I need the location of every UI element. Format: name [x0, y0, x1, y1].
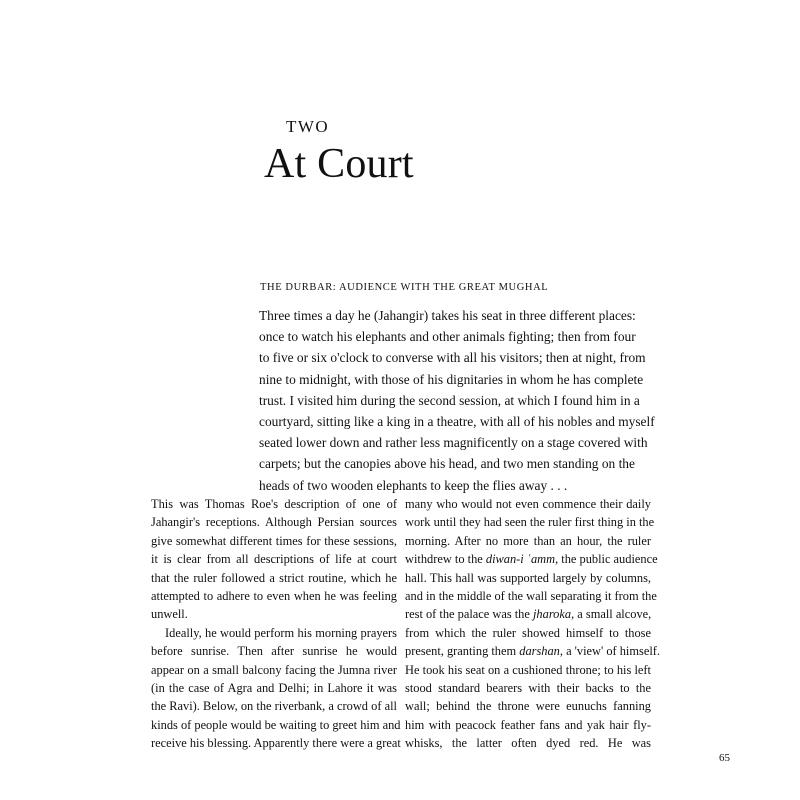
italic-term: jharoka [532, 607, 572, 622]
body-line: from which the ruler showed himself to those [405, 625, 651, 640]
body-line [405, 642, 660, 660]
body-text: present, granting them [405, 644, 520, 659]
epigraph-line: seated lower down and rather less magnificently on a stage covered with [259, 435, 648, 451]
body-column-right [405, 495, 660, 752]
body-line: unwell. [151, 607, 188, 622]
body-line: work until they had seen the ruler first thing in the [405, 515, 655, 530]
epigraph-line: carpets; but the canopies above his head, and two men standing on the [259, 456, 635, 472]
italic-term: darshan [519, 644, 560, 659]
section-heading: THE DURBAR: AUDIENCE WITH THE GREAT MUGHAL [260, 282, 549, 293]
chapter-title: At Court [264, 141, 414, 187]
epigraph-line: courtyard, sitting like a king in a theatre, with all of his nobles and myself [259, 413, 655, 429]
italic-term: diwan-i ʿamm [485, 552, 556, 567]
epigraph-line: nine to midnight, with those of his dignitaries in whom he has complete [259, 371, 644, 387]
body-line: him with peacock feather fans and yak hair fly- [405, 717, 651, 732]
body-line: This was Thomas Roe's description of one of [151, 497, 397, 511]
epigraph-line: heads of two wooden elephants to keep the flies away . . . [259, 477, 568, 493]
body-line: and in the middle of the wall separating it from the [405, 588, 657, 603]
body-text: , the public audience [555, 552, 658, 567]
body-line: the Ravi). Below, on the riverbank, a crowd of all [151, 699, 397, 714]
epigraph-quote [259, 305, 659, 496]
body-line: receive his blessing. Apparently there were a great [151, 736, 401, 751]
body-line: wall; behind the throne were eunuchs fanning [405, 699, 651, 714]
body-line: whisks, the latter often dyed red. He was [405, 736, 651, 751]
body-line: (in the case of Agra and Delhi; in Lahore it was [151, 680, 397, 695]
body-line: He took his seat on a cushioned throne; to his left [405, 662, 651, 677]
body-column-left [151, 495, 401, 752]
epigraph-line: to five or six o'clock to converse with all his visitors; then at night, from [259, 350, 646, 366]
body-line: before sunrise. Then after sunrise he would [151, 644, 397, 659]
chapter-number: TWO [286, 117, 330, 136]
epigraph-line: Three times a day he (Jahangir) takes his seat in three different places: [259, 308, 636, 323]
body-line: it is clear from all descriptions of life at court [151, 552, 397, 567]
body-line: give somewhat different times for these sessions, [151, 533, 397, 548]
body-line: kinds of people would be waiting to greet him and [151, 717, 401, 732]
body-line [405, 550, 658, 568]
page-number: 65 [719, 752, 730, 764]
body-text: , a small alcove, [571, 607, 652, 622]
body-line: stood standard bearers with their backs to the [405, 680, 651, 695]
body-line: Ideally, he would perform his morning prayers [165, 625, 397, 640]
epigraph-line: once to watch his elephants and other animals fighting; then from four [259, 329, 636, 345]
body-line: that the ruler followed a strict routine, which he [151, 570, 397, 585]
body-line: hall. This hall was supported largely by columns, [405, 570, 651, 585]
body-text: , a 'view' of himself. [559, 644, 660, 659]
body-line [405, 605, 651, 623]
body-line: appear on a small balcony facing the Jumna river [151, 662, 397, 677]
epigraph-line: trust. I visited him during the second session, at which I found him in a [259, 392, 640, 408]
body-text: withdrew to the [405, 552, 486, 567]
body-line: attempted to adhere to even when he was feeling [151, 588, 397, 603]
body-line: Jahangir's receptions. Although Persian sources [151, 515, 397, 530]
body-line: many who would not even commence their daily [405, 497, 651, 511]
body-line: morning. After no more than an hour, the ruler [405, 533, 651, 548]
body-text: rest of the palace was the [405, 607, 533, 622]
